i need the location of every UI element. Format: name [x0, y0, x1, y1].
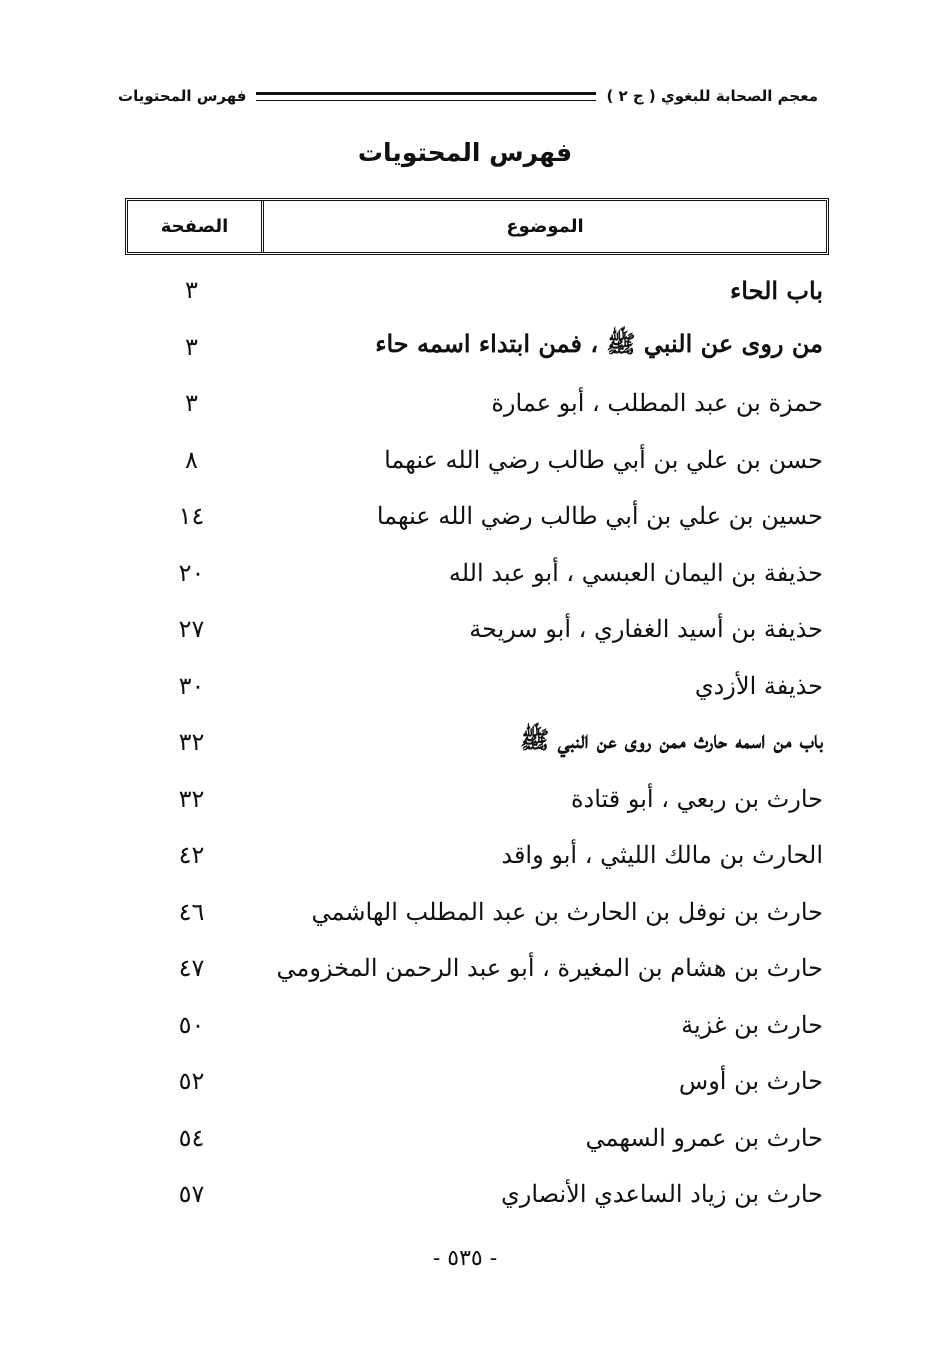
entry-page-number: ٥٢	[178, 1067, 205, 1096]
entry-page-number: ٥٤	[178, 1123, 205, 1152]
table-row	[125, 827, 829, 884]
entry-subject: حارث بن ربعي ، أبو قتادة	[570, 784, 823, 813]
entry-subject: حارث بن هشام بن المغيرة ، أبو عبد الرحمن المخزومي	[276, 954, 823, 983]
entry-page-number: ٤٢	[178, 841, 205, 870]
entry-page-number: ٢٧	[178, 615, 205, 644]
table-header	[125, 198, 829, 255]
entry-page-number: ٣	[185, 276, 198, 305]
table-row	[125, 375, 829, 432]
entry-page-number: ٤٦	[178, 897, 205, 926]
table-row	[125, 940, 829, 997]
entry-subject: حذيفة بن اليمان العبسي ، أبو عبد الله	[448, 558, 823, 587]
entry-subject: حارث بن زياد الساعدي الأنصاري	[500, 1180, 823, 1209]
table-row	[125, 488, 829, 545]
contents-table	[125, 262, 829, 1223]
entry-page-number: ٣٠	[178, 671, 205, 700]
entry-page-number: ٤٧	[178, 954, 205, 983]
entry-subject: حسن بن علي بن أبي طالب رضي الله عنهما	[384, 445, 823, 474]
entry-page-number: ٥٠	[178, 1010, 205, 1039]
table-row	[125, 262, 829, 319]
entry-subject: حارث بن نوفل بن الحارث بن عبد المطلب الهاشمي	[311, 897, 823, 926]
page-number: - ٥٣٥ -	[432, 1246, 498, 1271]
header-section-title: فهرس المحتويات	[118, 87, 247, 105]
table-row	[125, 1110, 829, 1167]
table-row	[125, 432, 829, 489]
column-header-subject: الموضوع	[506, 216, 584, 237]
entry-page-number: ٨	[185, 445, 198, 474]
entry-subject: حذيفة الأزدي	[694, 671, 823, 700]
entry-subject: باب الحاء	[729, 275, 823, 305]
entry-subject: حارث بن عمرو السهمي	[585, 1123, 823, 1152]
header-book-title: معجم الصحابة للبغوي ( ج ٢ )	[606, 87, 818, 105]
table-row	[125, 319, 829, 376]
entry-subject: الحارث بن مالك الليثي ، أبو واقد	[501, 841, 823, 870]
header-rule	[256, 92, 596, 101]
entry-subject: حارث بن غزية	[681, 1010, 823, 1039]
table-row	[125, 884, 829, 941]
page-title: فهرس المحتويات	[357, 138, 573, 167]
table-row	[125, 1053, 829, 1110]
entry-page-number: ١٤	[178, 502, 205, 531]
table-row	[125, 997, 829, 1054]
entry-page-number: ٢٠	[178, 558, 205, 587]
running-header	[118, 82, 818, 110]
entry-subject: باب من اسمه حارث ممن روى عن النبي ﷺ	[520, 724, 823, 754]
entry-subject: حسين بن علي بن أبي طالب رضي الله عنهما	[376, 502, 823, 531]
entry-subject: من روى عن النبي ﷺ ، فمن ابتداء اسمه حاء	[375, 329, 823, 359]
entry-page-number: ٣٢	[178, 784, 205, 813]
table-row	[125, 658, 829, 715]
entry-subject: حمزة بن عبد المطلب ، أبو عمارة	[491, 389, 823, 418]
entry-subject: حذيفة بن أسيد الغفاري ، أبو سريحة	[469, 615, 823, 644]
table-row	[125, 1166, 829, 1223]
entry-page-number: ٣٢	[178, 728, 205, 757]
table-row	[125, 714, 829, 771]
entry-page-number: ٣	[185, 332, 198, 361]
table-row	[125, 545, 829, 602]
column-header-page: الصفحة	[128, 201, 264, 252]
entry-page-number: ٥٧	[178, 1180, 205, 1209]
entry-subject: حارث بن أوس	[678, 1067, 823, 1096]
table-row	[125, 601, 829, 658]
entry-page-number: ٣	[185, 389, 198, 418]
table-row	[125, 771, 829, 828]
